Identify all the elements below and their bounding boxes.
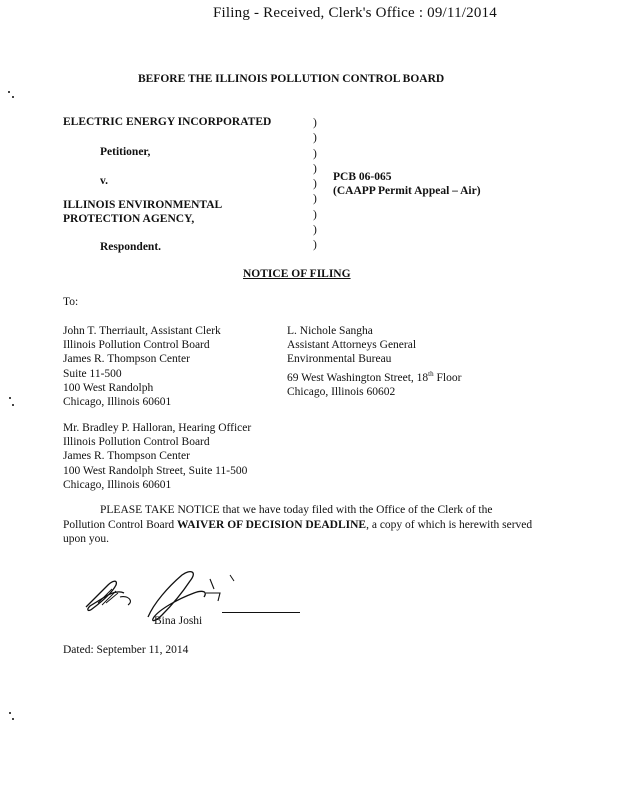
ag-street-sup: th [428,369,434,378]
respondent-name-line1: ILLINOIS ENVIRONMENTAL [63,199,223,211]
scan-mark [9,397,11,399]
petitioner-name: ELECTRIC ENERGY INCORPORATED [63,116,272,128]
clerk-address-line: James R. Thompson Center [63,353,190,366]
hearing-officer-line: 100 West Randolph Street, Suite 11-500 [63,464,248,477]
caption-paren: ) [313,132,317,145]
caption-paren: ) [313,117,317,129]
scan-mark [9,712,11,714]
caption-paren: ) [313,178,317,191]
hearing-officer-line: Chicago, Illinois 60601 [63,478,172,491]
clerk-address-line: John T. Therriault, Assistant Clerk [63,325,221,337]
clerk-address-line: 100 West Randolph [63,381,154,394]
signature-line [222,612,300,613]
notice-text-before: PLEASE TAKE NOTICE that we have today filed with the Office of the Clerk of the Pollution Control Board [63,504,493,531]
caption-paren: ) [313,162,317,175]
ag-street-floor: Floor [433,371,462,384]
ag-street: 69 West Washington Street, 18 [287,371,429,384]
notice-title: NOTICE OF FILING [243,268,351,280]
to-label: To: [63,296,79,308]
notice-paragraph [63,503,533,547]
board-heading: BEFORE THE ILLINOIS POLLUTION CONTROL BOARD [138,73,445,85]
scan-mark [8,91,10,93]
scan-mark [12,404,14,406]
ag-address-line: Environmental Bureau [287,353,392,366]
document-title: WAIVER OF DECISION DEADLINE [177,518,367,531]
hearing-officer-line: Illinois Pollution Control Board [63,436,210,449]
ag-address-line: Chicago, Illinois 60602 [287,385,396,398]
caption-paren: ) [313,224,317,237]
clerk-address-line: Illinois Pollution Control Board [63,339,210,352]
ag-address-block [287,324,461,399]
dated-line: Dated: September 11, 2014 [63,644,189,656]
ag-address-line [287,367,461,385]
versus-label: v. [100,175,108,187]
respondent-name-line2: PROTECTION AGENCY, [63,213,195,225]
clerk-address-block [63,324,221,409]
respondent-role: Respondent. [100,241,162,253]
hearing-officer-line: Mr. Bradley P. Halloran, Hearing Officer [63,422,252,434]
signatory-name: Bina Joshi [154,615,203,627]
clerk-address-line: Chicago, Illinois 60601 [63,396,172,409]
hearing-officer-line: James R. Thompson Center [63,450,190,463]
caption-paren: ) [313,193,317,206]
ag-address-line: Assistant Attorneys General [287,339,417,352]
caption-paren-column [313,116,317,254]
scan-mark [12,96,14,98]
caption-paren: ) [313,239,317,252]
petitioner-role: Petitioner, [100,146,151,158]
hearing-officer-address-block [63,421,251,492]
case-type: (CAAPP Permit Appeal – Air) [333,185,481,197]
scan-mark [12,718,14,720]
ag-address-line: L. Nichole Sangha [287,325,373,337]
notice-text-after: , a copy of which is herewith served upon you. [63,518,533,545]
case-number: PCB 06-065 [333,171,392,183]
caption-paren: ) [313,147,317,160]
clerk-address-line: Suite 11-500 [63,367,122,380]
caption-paren: ) [313,208,317,221]
filing-stamp: Filing - Received, Clerk's Office : 09/11/2014 [213,5,497,21]
